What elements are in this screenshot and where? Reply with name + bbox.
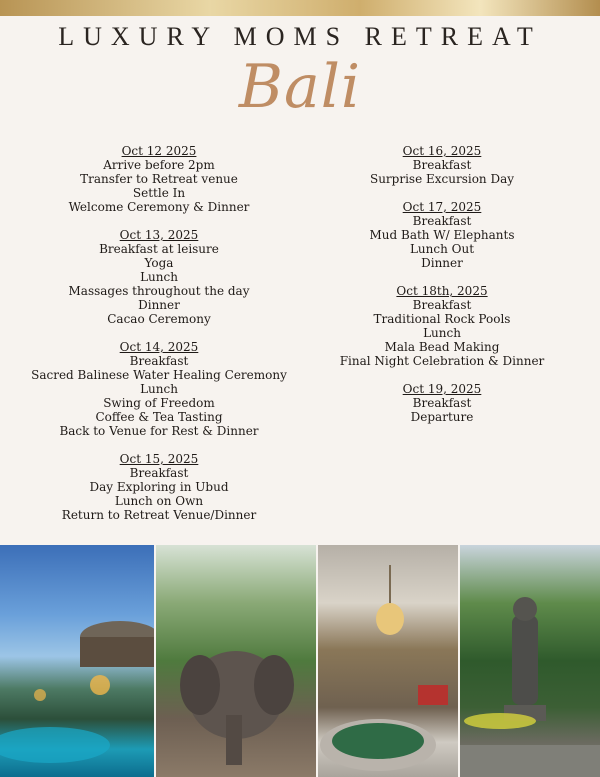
day-item: Mud Bath W/ Elephants — [369, 228, 515, 242]
day-date: Oct 18th, 2025 — [396, 284, 488, 298]
day-item: Breakfast — [412, 396, 472, 410]
day-date: Oct 14, 2025 — [119, 340, 199, 354]
resort-pool-illustration — [0, 545, 154, 777]
garden-statue-illustration — [460, 545, 600, 777]
photo-strip — [0, 545, 600, 777]
day-item: Dinner — [421, 256, 463, 270]
itinerary-left-column — [20, 144, 298, 536]
bath-tub-illustration — [318, 545, 458, 777]
day-date: Oct 13, 2025 — [119, 228, 199, 242]
day-date: Oct 17, 2025 — [402, 200, 482, 214]
day-item: Yoga — [144, 256, 174, 270]
day-item: Welcome Ceremony & Dinner — [68, 200, 250, 214]
day-item: Surprise Excursion Day — [369, 172, 515, 186]
day-item: Dinner — [138, 298, 180, 312]
day-item: Lunch — [140, 382, 178, 396]
day-oct-12 — [20, 144, 298, 214]
day-item: Arrive before 2pm — [103, 158, 215, 172]
day-item: Day Exploring in Ubud — [89, 480, 229, 494]
day-oct-18 — [302, 284, 582, 368]
day-oct-14 — [20, 340, 298, 438]
gold-header-bar — [0, 0, 600, 16]
elephant-illustration — [156, 545, 316, 777]
destination-title: Bali — [238, 52, 362, 122]
itinerary-right-column — [302, 144, 582, 438]
day-item: Breakfast at leisure — [99, 242, 219, 256]
day-oct-19 — [302, 382, 582, 424]
day-item: Breakfast — [412, 298, 472, 312]
day-item: Departure — [410, 410, 474, 424]
day-item: Coffee & Tea Tasting — [95, 410, 223, 424]
garden-statue-photo — [460, 545, 600, 777]
day-item: Breakfast — [129, 466, 189, 480]
day-date: Oct 15, 2025 — [119, 452, 199, 466]
page-title: LUXURY MOMS RETREAT — [58, 22, 542, 51]
bath-tub-photo — [318, 545, 458, 777]
day-date: Oct 19, 2025 — [402, 382, 482, 396]
day-oct-16 — [302, 144, 582, 186]
day-item: Return to Retreat Venue/Dinner — [61, 508, 257, 522]
day-item: Lunch — [423, 326, 461, 340]
day-date: Oct 16, 2025 — [402, 144, 482, 158]
day-item: Transfer to Retreat venue — [80, 172, 238, 186]
day-item: Back to Venue for Rest & Dinner — [59, 424, 259, 438]
day-item: Breakfast — [412, 214, 472, 228]
day-item: Lunch on Own — [114, 494, 204, 508]
day-item: Breakfast — [412, 158, 472, 172]
day-oct-15 — [20, 452, 298, 522]
elephant-photo — [156, 545, 316, 777]
day-item: Traditional Rock Pools — [373, 312, 511, 326]
day-oct-13 — [20, 228, 298, 326]
day-item: Cacao Ceremony — [107, 312, 211, 326]
day-date: Oct 12 2025 — [121, 144, 197, 158]
day-oct-17 — [302, 200, 582, 270]
day-item: Breakfast — [129, 354, 189, 368]
day-item: Lunch Out — [409, 242, 475, 256]
day-item: Sacred Balinese Water Healing Ceremony — [31, 368, 287, 382]
day-item: Massages throughout the day — [68, 284, 250, 298]
day-item: Final Night Celebration & Dinner — [339, 354, 545, 368]
resort-pool-photo — [0, 545, 154, 777]
day-item: Mala Bead Making — [384, 340, 500, 354]
day-item: Settle In — [132, 186, 186, 200]
day-item: Swing of Freedom — [103, 396, 215, 410]
day-item: Lunch — [140, 270, 178, 284]
